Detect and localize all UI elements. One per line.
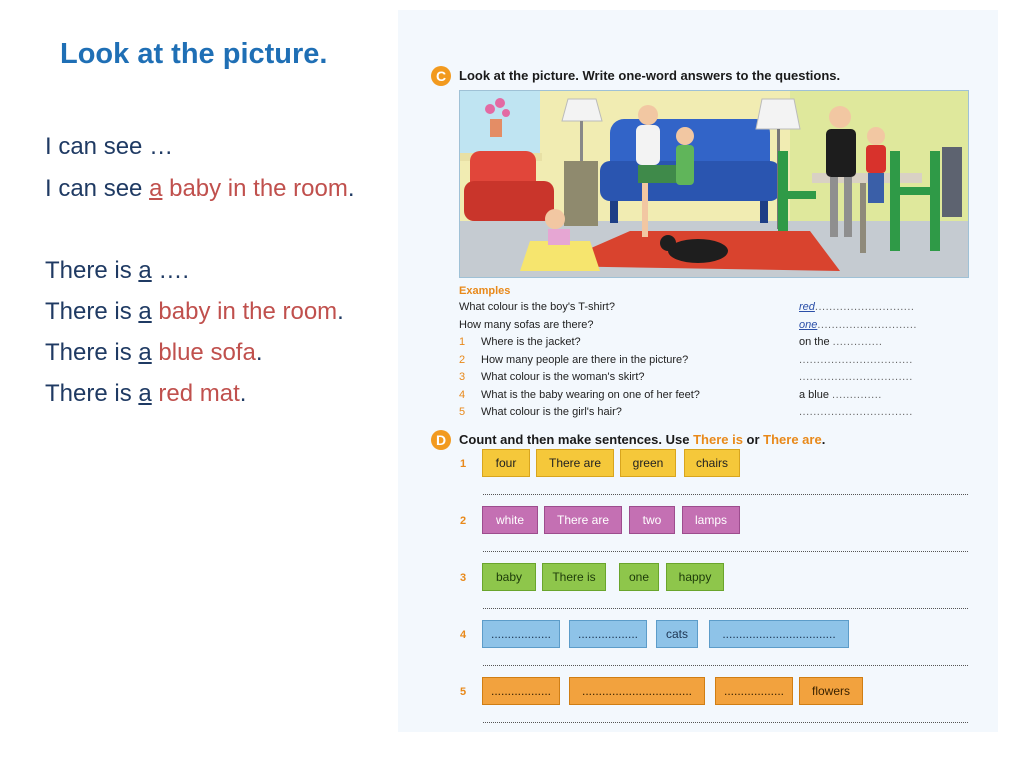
answer-field[interactable] [799,371,913,383]
answer-field[interactable] [799,406,913,418]
slide-line [45,133,173,161]
boy-figure [866,127,886,203]
word-card[interactable]: .................. [715,677,793,705]
slide-line-segment: a [138,257,152,284]
answer-dots: .............. [832,388,882,401]
word-card[interactable]: There are [544,506,622,534]
answer-dots: ............................ [814,301,915,313]
slide-line-segment: . [255,339,263,366]
question-text: What colour is the woman's skirt? [481,371,645,383]
question-text: What colour is the boy's T-shirt? [459,301,615,313]
word-card[interactable]: lamps [682,506,740,534]
answer-write-line[interactable] [483,551,968,552]
slide-line-segment: There is [45,257,139,284]
word-card[interactable]: two [629,506,675,534]
slide-line-segment: a [138,339,152,366]
word-card[interactable]: cats [656,620,698,648]
girl-figure [676,127,694,185]
row-number: 2 [460,515,467,527]
word-card[interactable]: .................. [482,677,560,705]
slide-line-segment: baby in the room [162,175,348,202]
word-card[interactable]: .................. [569,620,647,648]
slide-title: Look at the picture. [60,38,328,70]
question-number: 2 [459,353,466,366]
examples-label: Examples [459,285,511,297]
answer-prefix: on the [799,336,833,348]
slide-line [45,298,344,326]
question-text: Where is the jacket? [481,336,581,348]
answer-dots: .............. [832,336,883,348]
question-text: What is the baby wearing on one of her feet? [481,388,700,401]
slide-line-segment: …. [151,257,190,284]
slide-line [45,380,246,408]
slide-line [45,339,262,367]
answer-write-line[interactable] [483,665,968,666]
word-card[interactable]: flowers [799,677,863,705]
slide-line-segment: blue sofa [151,339,256,366]
word-card[interactable]: .................. [482,620,560,648]
answer-write-line[interactable] [483,722,968,723]
row-number: 3 [460,572,467,584]
slide-line-segment: baby in the room [151,298,338,325]
workbook-page [398,10,998,732]
word-card[interactable]: .................................. [709,620,849,648]
answer-dots: ................................ [799,353,913,366]
slide-line-segment: I can see [45,175,150,202]
question-text: How many people are there in the picture? [481,353,689,366]
slide-line-segment: There is [45,298,139,325]
slide-line-segment: . [337,298,344,325]
word-card[interactable]: one [619,563,659,591]
section-d-badge: D [431,430,451,450]
row-number: 5 [460,686,467,698]
jacket-icon [942,147,962,217]
answer-dots: ............................ [817,318,917,331]
word-card[interactable]: four [482,449,530,477]
slide-line-segment: There is [45,339,139,366]
word-card[interactable]: There are [536,449,614,477]
question-number: 5 [459,406,466,418]
row-number: 4 [460,629,467,641]
word-card[interactable]: chairs [684,449,740,477]
slide-line-segment: I can see … [45,133,174,160]
answer-dots: ................................ [799,371,913,383]
slide-line [45,257,189,285]
handwritten-answer: one [799,318,818,331]
answer-field[interactable] [799,336,882,348]
word-card[interactable]: baby [482,563,536,591]
word-card[interactable]: happy [666,563,724,591]
word-card[interactable]: There is [542,563,606,591]
slide-line-segment: a [149,175,163,202]
question-text: How many sofas are there? [459,318,594,331]
answer-write-line[interactable] [483,494,968,495]
answer-dots: ................................ [799,406,913,418]
question-number: 1 [459,336,466,348]
living-room-illustration [459,90,969,278]
word-card[interactable]: green [620,449,676,477]
question-number: 4 [459,388,466,401]
answer-prefix: a blue [799,388,833,401]
slide-line-segment: red mat [151,380,240,407]
slide-line-segment: . [347,175,355,202]
answer-field[interactable] [799,389,882,401]
section-c-badge: C [431,66,451,86]
answer-write-line[interactable] [483,608,968,609]
word-card[interactable]: ................................. [569,677,705,705]
slide-line-segment: a [138,380,152,407]
answer-field[interactable] [799,301,914,313]
word-card[interactable]: white [482,506,538,534]
section-d-title: Count and then make sentences. Use There is or There are. [459,432,826,447]
row-number: 1 [460,458,467,470]
slide-line-segment: a [138,298,152,325]
question-text: What colour is the girl's hair? [481,406,622,418]
section-c-title: Look at the picture. Write one-word answers to the questions. [459,68,841,83]
handwritten-answer: red [799,301,815,313]
slide-line-segment: . [239,380,247,407]
answer-field[interactable] [799,319,917,331]
slide-line-segment: There is [45,380,139,407]
answer-field[interactable] [799,354,913,366]
question-number: 3 [459,371,466,383]
slide-line [45,175,355,203]
